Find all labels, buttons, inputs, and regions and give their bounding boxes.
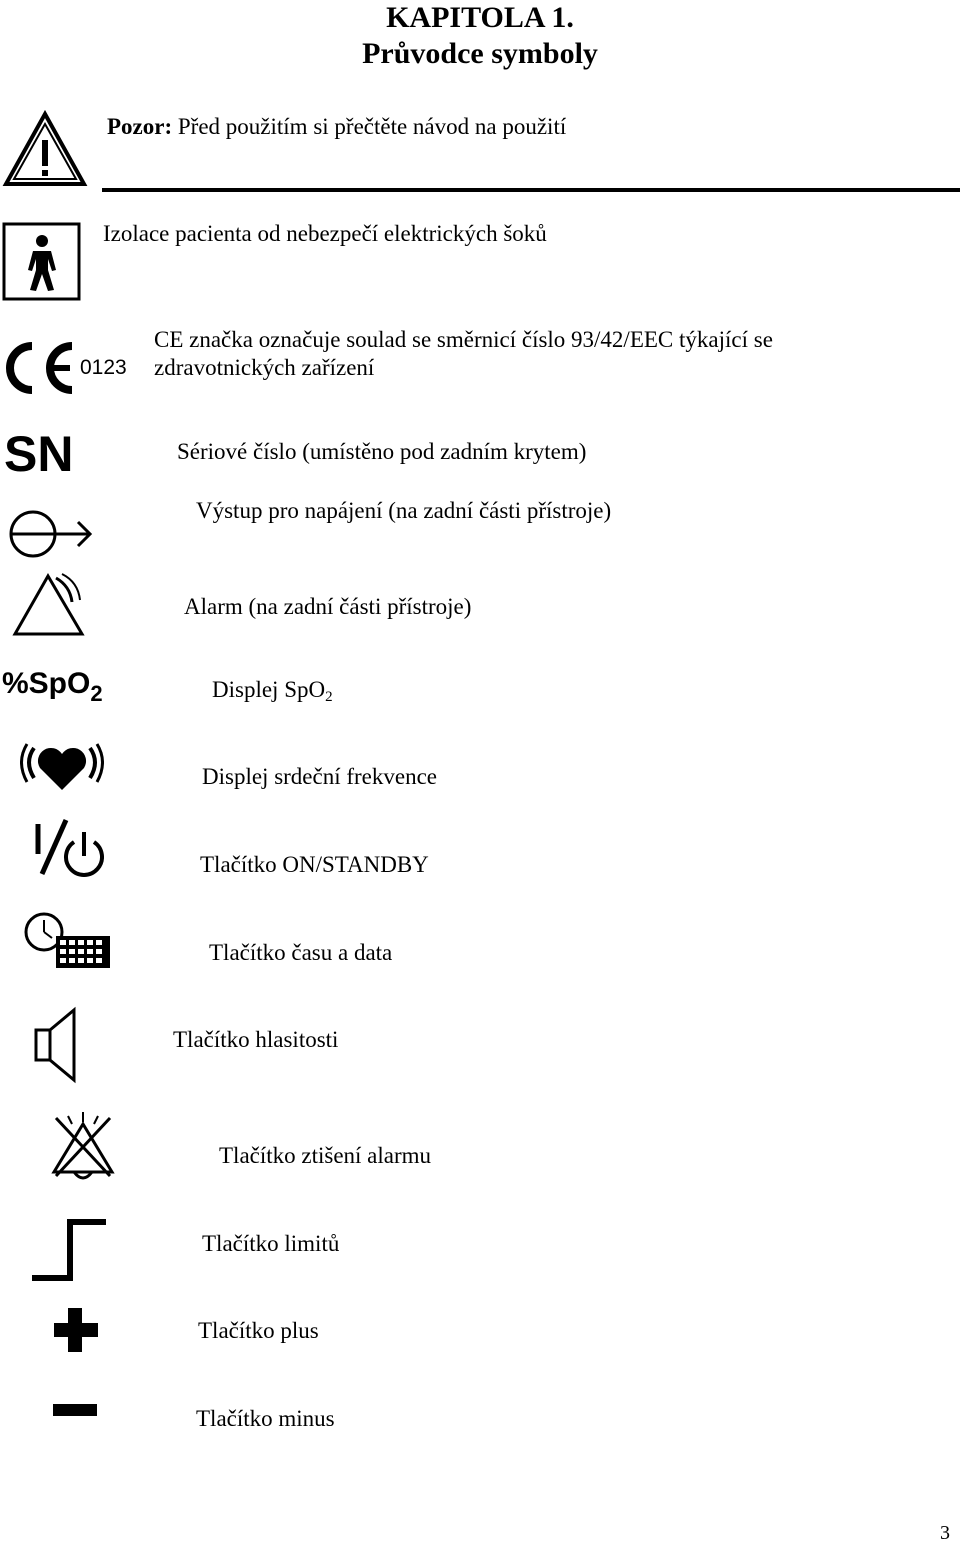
spo2-icon-sub: 2 [90, 681, 103, 706]
power-output-text: Výstup pro napájení (na zadní části přístroje) [196, 498, 612, 523]
alarm-icon [12, 572, 88, 638]
serial-number-icon: SN [4, 426, 74, 482]
spo2-icon-label: %SpO [2, 667, 91, 700]
clock-keyboard-text: Tlačítko času a data [209, 940, 393, 965]
on-standby-icon [30, 818, 104, 882]
warning-label: Pozor: [107, 114, 173, 139]
ce-notified-body: 0123 [80, 356, 127, 379]
clock-keyboard-icon [22, 910, 114, 972]
minus-text: Tlačítko minus [196, 1406, 335, 1431]
warning-text: Před použitím si přečtěte návod na použití [177, 114, 567, 139]
plus-icon [50, 1304, 102, 1356]
warning-triangle-icon [2, 110, 88, 188]
on-standby-text: Tlačítko ON/STANDBY [200, 852, 429, 877]
heart-rate-icon [20, 740, 104, 796]
warning-caption [107, 113, 566, 141]
limits-text: Tlačítko limitů [202, 1231, 340, 1256]
volume-text: Tlačítko hlasitosti [173, 1027, 339, 1052]
limits-step-icon [30, 1216, 110, 1284]
patient-isolation-icon [2, 222, 82, 302]
chapter-title: Průvodce symboly [362, 37, 598, 70]
page-number: 3 [940, 1522, 950, 1544]
spo2-text [212, 676, 333, 711]
alarm-silence-icon [48, 1110, 118, 1184]
spo2-icon [2, 664, 103, 714]
patient-isolation-text: Izolace pacienta od nebezpečí elektrických šoků [103, 221, 547, 246]
alarm-silence-text: Tlačítko ztišení alarmu [219, 1143, 432, 1168]
alarm-text: Alarm (na zadní části přístroje) [184, 594, 472, 619]
plus-text: Tlačítko plus [198, 1318, 319, 1343]
ce-mark-text: CE značka označuje soulad se směrnicí číslo 93/42/EEC týkající se zdravotnických zařízení [154, 327, 773, 380]
spo2-label: Displej SpO [212, 677, 326, 702]
chapter-number: KAPITOLA 1. [386, 1, 574, 34]
minus-icon [50, 1400, 100, 1420]
power-output-icon [6, 504, 96, 564]
speaker-icon [30, 1004, 82, 1086]
heart-rate-text: Displej srdeční frekvence [202, 764, 438, 789]
serial-number-text: Sériové číslo (umístěno pod zadním krytem) [177, 439, 587, 464]
spo2-sub: 2 [325, 689, 333, 705]
divider [102, 188, 960, 192]
ce-mark-icon [2, 338, 132, 398]
